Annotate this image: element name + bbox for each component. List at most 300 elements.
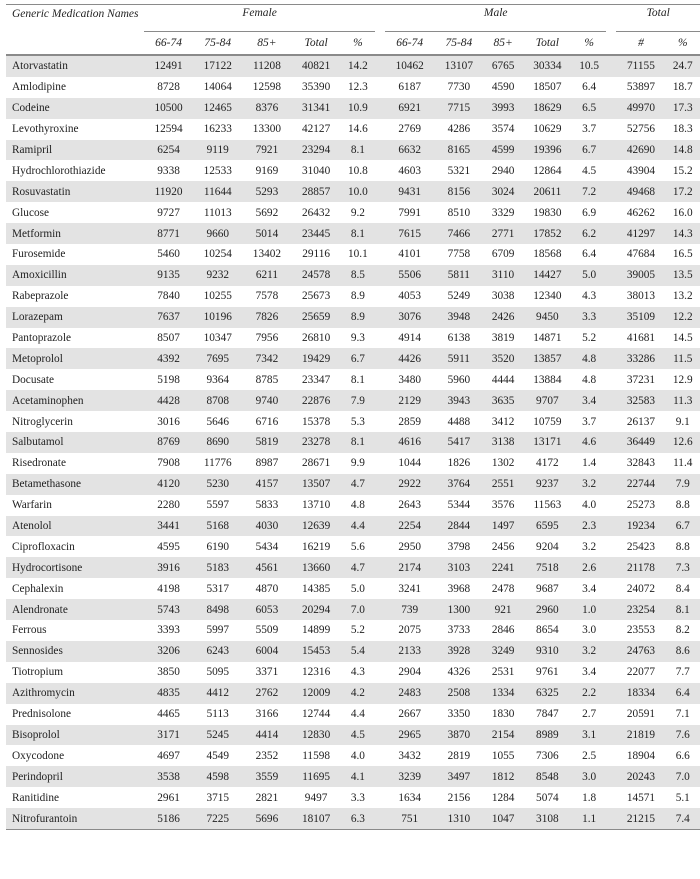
female-66-74-cell: 8771 [144,223,193,244]
female-75-84-cell: 12533 [203,164,232,177]
female-85plus-cell: 6004 [242,641,291,662]
column-gap [375,620,385,641]
male-75-84-cell: 2844 [434,516,483,537]
total-percent-cell: 7.1 [675,708,690,721]
total-count-cell: 71155 [616,55,665,77]
male-85plus-cell: 2154 [483,725,522,746]
male-75-84-cell: 3764 [434,474,483,495]
female-percent-cell: 7.0 [341,599,375,620]
column-gap [375,411,385,432]
total-percent-cell: 7.9 [666,474,700,495]
female-66-74-cell: 4198 [157,582,180,595]
medication-name: Ramipril [6,140,144,161]
female-66-74-cell: 4697 [157,749,180,762]
female-75-84-cell: 5183 [193,557,242,578]
male-85plus-cell: 2846 [491,624,515,637]
male-total-cell: 9450 [523,307,572,328]
female-66-74-cell: 2961 [157,791,180,804]
female-66-74-cell: 3916 [144,557,193,578]
male-percent-cell: 3.2 [582,540,597,553]
table-row [6,453,700,474]
female-85plus-cell: 5293 [242,181,291,202]
male-66-74-cell: 2133 [385,641,434,662]
female-75-84-cell: 5646 [206,415,230,428]
column-gap [606,620,616,641]
total-percent-cell: 5.1 [675,791,690,804]
total-count-cell: 35109 [616,307,665,328]
column-gap [606,662,616,683]
male-85plus-cell: 2771 [483,223,522,244]
female-group-header: Female [144,5,375,32]
column-gap [375,348,385,369]
medication-name: Ferrous [12,624,47,637]
male-percent-cell: 2.7 [582,708,597,721]
column-gap [375,641,385,662]
male-85plus-cell: 1334 [483,683,522,704]
male-85plus-cell: 3576 [491,499,515,512]
table-row [6,119,700,140]
female-sub-header: 75-84 [204,37,232,49]
medication-name: Levothyroxine [12,123,79,136]
column-gap [606,307,616,328]
male-percent-cell: 3.2 [572,641,606,662]
column-gap [606,432,616,453]
column-gap [375,307,385,328]
total-count-cell: 21178 [616,557,665,578]
female-percent-cell: 8.1 [341,432,375,453]
female-75-84-cell: 10347 [203,332,232,345]
female-total-cell: 16219 [301,540,331,553]
table-row [6,244,700,265]
table-row [6,328,700,349]
female-85plus-cell: 3559 [242,766,291,787]
female-66-74-cell: 4120 [144,474,193,495]
total-count-cell: 32843 [626,457,656,470]
female-66-74-cell: 8728 [157,81,180,94]
female-75-84-cell: 12465 [193,98,242,119]
female-85plus-cell: 5833 [255,499,279,512]
male-total-cell: 7847 [536,708,559,721]
column-gap [375,474,385,495]
female-66-74-cell: 5198 [157,373,180,386]
female-percent-cell: 3.3 [350,791,365,804]
female-66-74-cell: 9135 [144,265,193,286]
female-85plus-cell: 5692 [255,206,279,219]
male-percent-cell: 1.4 [582,457,597,470]
male-75-84-cell: 3350 [447,708,471,721]
female-85plus-cell: 4870 [255,582,279,595]
total-count-cell: 20591 [626,708,656,721]
total-percent-cell: 18.7 [672,81,693,94]
total-count-cell: 47684 [626,248,656,261]
column-gap [375,181,385,202]
female-85plus-cell: 7342 [242,348,291,369]
female-75-84-cell: 11013 [203,206,232,219]
male-total-cell: 9687 [536,582,559,595]
male-sub-header: 85+ [493,37,513,49]
male-percent-cell: 3.0 [572,766,606,787]
female-85plus-cell: 4414 [242,725,291,746]
male-75-84-cell: 7758 [447,248,471,261]
male-percent-cell: 7.2 [572,181,606,202]
total-percent-cell: 14.8 [666,140,700,161]
total-count-cell: 21215 [616,808,665,829]
female-66-74-cell: 5743 [144,599,193,620]
male-75-84-cell: 5249 [447,290,471,303]
male-total-cell: 8654 [536,624,559,637]
total-count-cell: 52756 [626,123,656,136]
medication-name: Nitrofurantoin [6,808,144,829]
male-percent-cell: 2.3 [572,516,606,537]
female-66-74-cell: 3171 [144,725,193,746]
total-percent-cell: 7.7 [675,666,690,679]
medication-name: Ciprofloxacin [12,540,75,553]
male-percent-cell: 6.4 [582,81,597,94]
male-75-84-cell: 3103 [434,557,483,578]
male-66-74-cell: 1044 [398,457,421,470]
male-75-84-cell: 7730 [447,81,471,94]
male-percent-cell: 3.7 [582,123,597,136]
total-count-cell: 20243 [616,766,665,787]
male-85plus-cell: 2426 [483,307,522,328]
female-85plus-cell: 2352 [255,749,279,762]
female-sub-header: Total [304,37,328,49]
female-total-cell: 12830 [292,725,341,746]
female-percent-cell: 9.3 [350,332,365,345]
column-gap [375,495,385,516]
male-total-cell: 3108 [523,808,572,829]
column-gap [375,766,385,787]
medication-name: Codeine [6,98,144,119]
total-percent-cell: 8.8 [675,499,690,512]
total-count-cell: 14571 [626,791,656,804]
female-sub-header: 85+ [257,37,277,49]
male-total-cell: 10629 [533,123,562,136]
table-row [6,474,700,495]
female-75-84-cell: 5597 [206,499,230,512]
male-percent-cell: 6.2 [572,223,606,244]
male-85plus-cell: 3412 [491,415,515,428]
female-85plus-cell: 4030 [242,516,291,537]
column-gap [375,244,385,265]
male-75-84-cell: 4286 [447,123,471,136]
total-count-cell: 36449 [616,432,665,453]
medication-name: Lorazepam [6,307,144,328]
male-85plus-cell: 1497 [483,516,522,537]
male-total-cell: 13884 [533,373,562,386]
male-85plus-cell: 3520 [483,348,522,369]
total-percent-cell: 17.3 [666,98,700,119]
total-percent-cell: 14.5 [672,332,693,345]
column-gap [375,160,385,181]
female-75-84-cell: 14064 [203,81,232,94]
male-percent-cell: 3.2 [572,474,606,495]
female-75-84-cell: 9232 [193,265,242,286]
male-75-84-cell: 5321 [447,164,471,177]
female-66-74-cell: 7840 [157,290,180,303]
female-85plus-cell: 6716 [255,415,279,428]
male-percent-cell: 4.6 [572,432,606,453]
column-gap [606,453,616,474]
female-66-74-cell: 9338 [157,164,180,177]
female-percent-cell: 7.9 [341,390,375,411]
female-percent-cell: 5.3 [350,415,365,428]
male-percent-cell: 1.8 [582,791,597,804]
table-row [6,432,700,453]
female-75-84-cell: 8498 [193,599,242,620]
female-75-84-cell: 6190 [206,540,230,553]
female-percent-cell: 9.9 [350,457,365,470]
female-66-74-cell: 7637 [144,307,193,328]
male-total-cell: 6325 [523,683,572,704]
female-85plus-cell: 5014 [242,223,291,244]
male-percent-cell: 3.4 [582,582,597,595]
female-75-84-cell: 17122 [193,55,242,77]
female-75-84-cell: 4549 [206,749,230,762]
female-total-cell: 23445 [292,223,341,244]
male-75-84-cell: 8165 [434,140,483,161]
column-gap [606,160,616,181]
male-75-84-cell: 1826 [447,457,471,470]
male-66-74-cell: 2075 [398,624,421,637]
column-gap [375,557,385,578]
female-85plus-cell: 7826 [242,307,291,328]
male-66-74-cell: 3432 [398,749,421,762]
column-gap [375,286,385,307]
male-66-74-cell: 2483 [385,683,434,704]
female-85plus-cell: 5819 [242,432,291,453]
column-gap [375,223,385,244]
female-75-84-cell: 5113 [206,708,229,721]
female-percent-cell: 10.8 [348,164,368,177]
table-row [6,202,700,223]
male-85plus-cell: 2940 [491,164,515,177]
female-percent-cell: 8.9 [341,307,375,328]
male-66-74-cell: 2174 [385,557,434,578]
male-85plus-cell: 4590 [491,81,515,94]
female-total-cell: 15378 [301,415,331,428]
female-sub-header: 66-74 [155,37,182,49]
male-85plus-cell: 3635 [483,390,522,411]
male-total-cell: 14427 [523,265,572,286]
column-gap [606,641,616,662]
male-total-cell: 13857 [523,348,572,369]
female-percent-cell: 4.4 [341,516,375,537]
female-85plus-cell: 7578 [255,290,279,303]
female-percent-cell: 8.5 [341,265,375,286]
female-total-cell: 28671 [301,457,331,470]
column-gap [375,119,385,140]
total-percent-cell: 12.6 [666,432,700,453]
column-gap [606,683,616,704]
male-percent-cell: 3.4 [582,666,597,679]
female-percent-cell: 4.1 [341,766,375,787]
female-75-84-cell: 4598 [193,766,242,787]
male-66-74-cell: 2254 [385,516,434,537]
male-66-74-cell: 10462 [385,55,434,77]
table-row [6,683,700,704]
medication-name: Rosuvastatin [6,181,144,202]
female-75-84-cell: 5230 [193,474,242,495]
male-66-74-cell: 7991 [398,206,421,219]
medication-name: Perindopril [6,766,144,787]
female-total-cell: 40821 [292,55,341,77]
female-66-74-cell: 4835 [144,683,193,704]
female-total-cell: 19429 [292,348,341,369]
column-gap [606,766,616,787]
female-percent-cell: 10.0 [341,181,375,202]
table-row [6,516,700,537]
male-75-84-cell: 4326 [447,666,471,679]
female-75-84-cell: 5095 [206,666,230,679]
female-percent-cell: 4.5 [341,725,375,746]
female-total-cell: 31040 [301,164,331,177]
total-count-cell: 49468 [616,181,665,202]
column-gap [375,77,385,98]
male-85plus-cell: 2531 [491,666,515,679]
male-total-cell: 18568 [533,248,562,261]
medication-name: Rabeprazole [12,290,69,303]
column-gap [375,140,385,161]
male-75-84-cell: 5344 [447,499,471,512]
column-gap [375,599,385,620]
male-percent-cell: 6.4 [582,248,597,261]
female-total-cell: 11695 [292,766,341,787]
table-row [6,662,700,683]
male-75-84-cell: 13107 [434,55,483,77]
male-66-74-cell: 4914 [398,332,421,345]
table-row [6,369,700,390]
female-total-cell: 31341 [292,98,341,119]
female-percent-cell: 4.8 [350,499,365,512]
male-66-74-cell: 6921 [385,98,434,119]
female-85plus-cell: 5696 [242,808,291,829]
male-75-84-cell: 3968 [447,582,471,595]
female-total-cell: 28857 [292,181,341,202]
table-row [6,98,700,119]
female-85plus-cell: 4561 [242,557,291,578]
female-66-74-cell: 8769 [144,432,193,453]
total-percent-cell: 24.7 [666,55,700,77]
column-gap [375,725,385,746]
male-percent-cell: 3.1 [572,725,606,746]
male-75-84-cell: 3798 [447,540,471,553]
column-gap [606,536,616,557]
male-percent-cell: 3.0 [582,624,597,637]
male-total-cell: 9707 [523,390,572,411]
column-gap [606,704,616,725]
table-row [6,307,700,328]
column-gap [606,808,616,829]
female-percent-cell: 8.1 [350,373,365,386]
female-total-cell: 12639 [292,516,341,537]
male-total-cell: 20611 [523,181,572,202]
female-total-cell: 18107 [292,808,341,829]
male-66-74-cell: 7615 [385,223,434,244]
column-gap [606,77,616,98]
total-count-cell: 41681 [626,332,656,345]
male-total-cell: 9310 [523,641,572,662]
female-total-cell: 13507 [292,474,341,495]
table-row [6,808,700,829]
female-66-74-cell: 5460 [157,248,180,261]
female-85plus-cell: 13402 [252,248,282,261]
male-75-84-cell: 7466 [434,223,483,244]
female-total-cell: 35390 [301,81,331,94]
total-count-cell: 32583 [616,390,665,411]
column-gap [606,578,616,599]
male-total-cell: 17852 [523,223,572,244]
total-count-cell: 25423 [626,540,656,553]
male-85plus-cell: 3574 [491,123,515,136]
female-total-cell: 23294 [292,140,341,161]
medication-name: Hydrocortisone [6,557,144,578]
female-percent-cell: 5.4 [341,641,375,662]
column-gap [606,140,616,161]
column-gap [375,745,385,766]
female-85plus-cell: 5434 [255,540,279,553]
male-percent-cell: 5.2 [582,332,597,345]
female-percent-cell: 4.0 [350,749,365,762]
female-percent-cell: 8.1 [341,223,375,244]
total-percent-cell: 16.5 [672,248,693,261]
female-85plus-cell: 2821 [255,791,279,804]
total-count-cell: 42690 [616,140,665,161]
male-percent-cell: 2.2 [572,683,606,704]
male-75-84-cell: 5960 [447,373,471,386]
male-total-cell: 5074 [536,791,559,804]
total-count-cell: 43904 [626,164,656,177]
male-85plus-cell: 3024 [483,181,522,202]
female-85plus-cell: 9740 [242,390,291,411]
medication-name: Prednisolone [12,708,71,721]
female-75-84-cell: 10196 [193,307,242,328]
female-66-74-cell: 5186 [144,808,193,829]
female-percent-cell: 8.9 [350,290,365,303]
male-85plus-cell: 1055 [491,749,515,762]
female-85plus-cell: 7921 [242,140,291,161]
female-85plus-cell: 5509 [255,624,279,637]
total-percent-cell: 8.4 [675,582,690,595]
female-85plus-cell: 7956 [255,332,279,345]
male-75-84-cell: 6138 [447,332,471,345]
female-75-84-cell: 9660 [193,223,242,244]
total-count-cell: 21819 [616,725,665,746]
total-percent-cell: 11.3 [666,390,700,411]
female-75-84-cell: 6243 [193,641,242,662]
column-gap [606,411,616,432]
column-gap [606,557,616,578]
total-count-cell: 33286 [616,348,665,369]
medication-name: Atenolol [6,516,144,537]
medication-name: Acetaminophen [6,390,144,411]
male-percent-cell: 3.4 [572,390,606,411]
male-85plus-cell: 2551 [483,474,522,495]
total-count-cell: 22744 [616,474,665,495]
medication-name: Risedronate [12,457,66,470]
female-75-84-cell: 11644 [193,181,242,202]
table-row [6,495,700,516]
total-sub-header: % [677,37,688,49]
column-gap [606,244,616,265]
male-85plus-cell: 2456 [491,540,515,553]
female-75-84-cell: 10254 [203,248,232,261]
total-count-cell: 46262 [626,206,656,219]
male-percent-cell: 3.7 [582,415,597,428]
medication-name: Metoprolol [6,348,144,369]
male-75-84-cell: 7715 [434,98,483,119]
column-gap [606,286,616,307]
